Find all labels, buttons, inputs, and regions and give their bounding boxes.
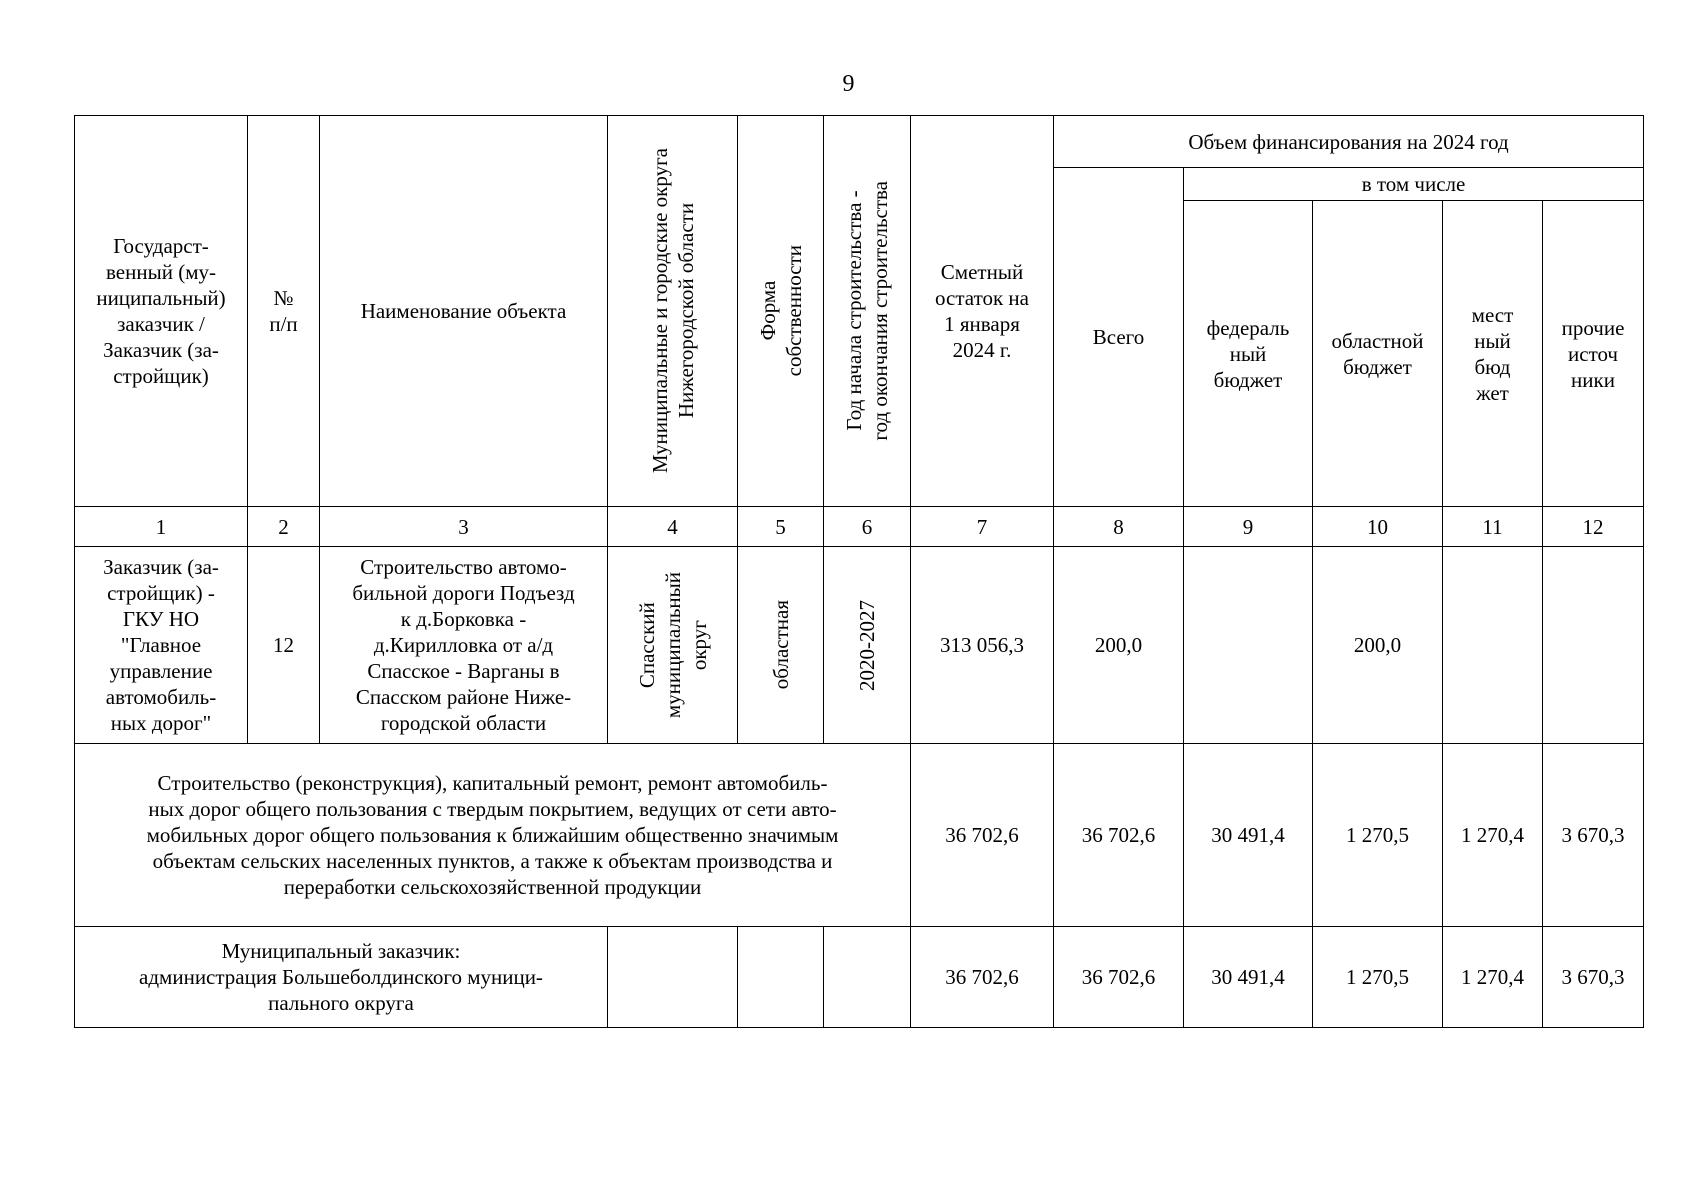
object-ownership: областная: [738, 547, 824, 744]
object-district: Спасский муниципальный округ: [608, 547, 738, 744]
header-districts: Муниципальные и городские округа Нижегородской области: [608, 116, 738, 507]
col-number: 3: [320, 507, 608, 547]
col-number: 5: [738, 507, 824, 547]
municipal-customer: Муниципальный заказчик: администрация Большеболдинского муници- пального округа: [75, 927, 608, 1028]
municipal-local: 1 270,4: [1443, 927, 1543, 1028]
col-number: 1: [75, 507, 248, 547]
col-number: 12: [1543, 507, 1644, 547]
col-number: 7: [911, 507, 1054, 547]
object-local: [1443, 547, 1543, 744]
col-number: 9: [1184, 507, 1313, 547]
empty-cell: [608, 927, 738, 1028]
table-row: [75, 927, 1644, 1028]
object-name: Строительство автомо- бильной дороги Подъезд к д.Борковка - д.Кирилловка от а/д Спасское - Варганы в Спасском районе Ниже- городской области: [320, 547, 608, 744]
section-remainder: 36 702,6: [911, 744, 1054, 927]
header-federal: федераль ный бюджет: [1184, 201, 1313, 507]
municipal-total: 36 702,6: [1054, 927, 1184, 1028]
col-number: 10: [1313, 507, 1443, 547]
header-years: Год начала строительства - год окончания строительства: [824, 116, 911, 507]
section-other: 3 670,3: [1543, 744, 1644, 927]
object-regional: 200,0: [1313, 547, 1443, 744]
col-number: 6: [824, 507, 911, 547]
object-total: 200,0: [1054, 547, 1184, 744]
page-number: 9: [842, 71, 855, 97]
section-local: 1 270,4: [1443, 744, 1543, 927]
object-customer: Заказчик (за- стройщик) - ГКУ НО "Главное управление автомобиль- ных дорог": [75, 547, 248, 744]
col-number: 8: [1054, 507, 1184, 547]
object-remainder: 313 056,3: [911, 547, 1054, 744]
section-title: Строительство (реконструкция), капитальный ремонт, ремонт автомобиль- ных дорог общего пользования с твердым покрытием, ведущих от сети авто- мобильных дорог общего пользования к ближайшим общественно значимым объектам сельских населенных пунктов, а также к объектам производства и переработки сельскохозяйственной продукции: [75, 744, 911, 927]
header-ownership: Форма собственности: [738, 116, 824, 507]
section-regional: 1 270,5: [1313, 744, 1443, 927]
object-number: 12: [248, 547, 320, 744]
municipal-other: 3 670,3: [1543, 927, 1644, 1028]
financing-table: [74, 115, 1644, 1028]
object-years: 2020-2027: [824, 547, 911, 744]
header-number: № п/п: [248, 116, 320, 507]
empty-cell: [738, 927, 824, 1028]
empty-cell: [824, 927, 911, 1028]
header-customer: Государст- венный (му- ниципальный) заказчик / Заказчик (за- стройщик): [75, 116, 248, 507]
col-number: 2: [248, 507, 320, 547]
header-other: прочие источ ники: [1543, 201, 1644, 507]
municipal-federal: 30 491,4: [1184, 927, 1313, 1028]
header-local: мест ный бюд жет: [1443, 201, 1543, 507]
header-object-name: Наименование объекта: [320, 116, 608, 507]
col-number: 4: [608, 507, 738, 547]
object-other: [1543, 547, 1644, 744]
municipal-regional: 1 270,5: [1313, 927, 1443, 1028]
municipal-remainder: 36 702,6: [911, 927, 1054, 1028]
header-total: Всего: [1054, 168, 1184, 507]
table-row: [75, 744, 1644, 927]
section-federal: 30 491,4: [1184, 744, 1313, 927]
header-including: в том числе: [1184, 168, 1644, 201]
header-regional: областной бюджет: [1313, 201, 1443, 507]
table-row: [75, 547, 1644, 744]
col-number: 11: [1443, 507, 1543, 547]
object-federal: [1184, 547, 1313, 744]
section-total: 36 702,6: [1054, 744, 1184, 927]
header-remainder: Сметный остаток на 1 января 2024 г.: [911, 116, 1054, 507]
header-financing: Объем финансирования на 2024 год: [1054, 116, 1644, 168]
